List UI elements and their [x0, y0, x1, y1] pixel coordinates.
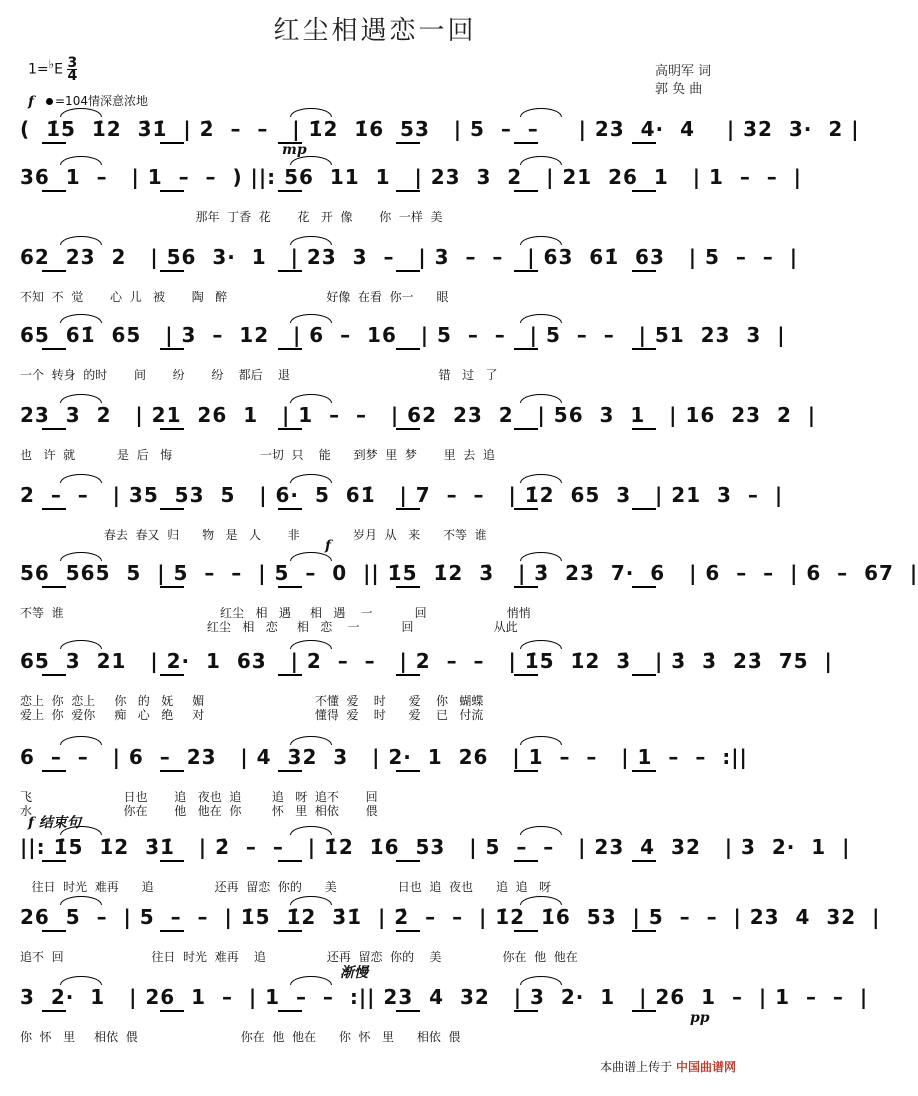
beam-underline	[278, 674, 302, 676]
beam-underline	[160, 508, 184, 510]
lyric-line-2: 水 你在 他 他在 你 怀 里 相依 偎	[20, 804, 378, 818]
beam-underline	[514, 860, 538, 862]
beam-underline	[42, 348, 66, 350]
beam-underline	[278, 270, 302, 272]
beam-underline	[514, 190, 538, 192]
beam-underline	[632, 1010, 656, 1012]
beam-underline	[42, 508, 66, 510]
slur-arc	[520, 108, 562, 117]
beam-underline	[632, 930, 656, 932]
beam-underline	[514, 930, 538, 932]
beam-underline	[160, 428, 184, 430]
beam-underline	[278, 586, 302, 588]
beam-underline	[42, 770, 66, 772]
beam-underline	[396, 586, 420, 588]
time-num: 3	[67, 55, 78, 72]
beam-underline	[514, 508, 538, 510]
beam-underline	[396, 508, 420, 510]
beam-underline	[632, 428, 656, 430]
beam-underline	[396, 860, 420, 862]
beam-underline	[396, 190, 420, 192]
score-notes: 26 5 – | 5 – – | 1̇5 1̇2 3̇1̇ | 2̇ – – | 1̇2 1̇6 53 | 5 – – | 23 4 32 |	[20, 905, 881, 929]
beam-underline	[42, 270, 66, 272]
beam-underline	[160, 586, 184, 588]
beam-underline	[278, 428, 302, 430]
lyric-line-2: 红尘 相 恋 相 恋 一 回 从此	[20, 620, 518, 634]
beam-underline	[632, 190, 656, 192]
beam-underline	[278, 770, 302, 772]
key-signature	[28, 55, 78, 85]
slur-arc	[60, 108, 102, 117]
beam-underline	[160, 190, 184, 192]
score-notes: 2 – – | 35 53 5 | 6· 5 61̇ | 7 – – | 1̇2 65 3 | 21 3 – |	[20, 483, 784, 507]
footer	[600, 1058, 736, 1075]
beam-underline	[278, 348, 302, 350]
beam-underline	[42, 428, 66, 430]
beam-underline	[396, 348, 420, 350]
beam-underline	[160, 770, 184, 772]
lyric-line-1: 那年 丁香 花 花 开 像 你 一样 美	[20, 210, 443, 224]
score-notes: 65 3 21 | 2· 1 63 | 2 – – | 2 – – | 1̇5 1̇2 3̇ | 3̇ 3̇ 23̇ 75 |	[20, 649, 833, 673]
beam-underline	[160, 270, 184, 272]
beam-underline	[632, 674, 656, 676]
beam-underline	[42, 586, 66, 588]
time-signature	[67, 55, 78, 85]
lyric-line-1: 不等 谁 红尘 相 遇 相 遇 一 回 悄悄	[20, 606, 531, 620]
site-logo: 中国曲谱网	[675, 1060, 736, 1074]
lyric-line-1: 飞 日也 追 夜也 追 追 呀 追不 回	[20, 790, 378, 804]
beam-underline	[160, 142, 184, 144]
beam-underline	[514, 428, 538, 430]
beam-underline	[632, 142, 656, 144]
dynamic-marking: mp	[282, 142, 307, 158]
footer-text: 本曲谱上传于	[600, 1060, 673, 1074]
score-notes: 23 3 2 | 21 26 1 | 1 – – | 62 23 2 | 56 3 1 | 16 23 2 |	[20, 403, 817, 427]
composer-credit: 郭 奂 曲	[655, 82, 703, 97]
pp-dynamic: pp	[690, 1010, 710, 1026]
tempo-marking	[46, 92, 148, 109]
lyric-line-1: 不知 不 觉 心 儿 被 陶 醉 好像 在看 你一 眼	[20, 290, 449, 304]
lyric-line-1: 往日 时光 难再 追 还再 留恋 你的 美 日也 追 夜也 追 追 呀	[20, 880, 552, 894]
beam-underline	[632, 770, 656, 772]
beam-underline	[278, 930, 302, 932]
lyric-line-1: 你 怀 里 相依 偎 你在 他 他在 你 怀 里 相依 偎	[20, 1030, 461, 1044]
beam-underline	[42, 190, 66, 192]
beam-underline	[160, 860, 184, 862]
key-letter: E	[54, 61, 63, 78]
lyric-line-1: 恋上 你 恋上 你 的 妩 媚 不懂 爱 时 爱 你 蝴蝶	[20, 694, 484, 708]
beam-underline	[160, 348, 184, 350]
lyricist-credit: 高明军 词	[655, 64, 712, 79]
tempo-text: =104情深意浓地	[55, 94, 148, 108]
beam-underline	[396, 930, 420, 932]
beam-underline	[514, 270, 538, 272]
beam-underline	[396, 270, 420, 272]
beam-underline	[514, 770, 538, 772]
beam-underline	[514, 674, 538, 676]
beam-underline	[514, 348, 538, 350]
lyric-line-1: 也 许 就 是 后 悔 一切 只 能 到梦 里 梦 里 去 追	[20, 448, 495, 462]
lyric-line-1: 一个 转身 的时 间 纷 纷 都后 退 错 过 了	[20, 368, 498, 382]
beam-underline	[396, 428, 420, 430]
beam-underline	[514, 142, 538, 144]
slur-arc	[290, 108, 332, 117]
dynamic-marking: f 结束句	[28, 815, 81, 831]
dynamic-marking: f	[28, 94, 35, 110]
beam-underline	[278, 1010, 302, 1012]
score-notes: 36 1 – | 1 – – ) ||: 56 11 1 | 23 3 2 | 21 26 1 | 1 – – |	[20, 165, 802, 189]
beam-underline	[514, 1010, 538, 1012]
beam-underline	[632, 586, 656, 588]
flat-sign: ♭	[48, 57, 55, 71]
beam-underline	[514, 586, 538, 588]
beam-underline	[42, 142, 66, 144]
score-notes: 3 2· 1 | 26 1 – | 1 – – :|| 23 4 32 | 3 2· 1 | 26 1 – | 1 – – |	[20, 985, 869, 1009]
score-row	[20, 965, 869, 1096]
score-notes: 56 565 5 | 5 – – | 5 – 0 || 1̇5 1̇2 3̇ | 3̇ 23̇ 7· 6 | 6 – – | 6 – 67 |	[20, 561, 918, 585]
beam-underline	[632, 508, 656, 510]
beam-underline	[632, 860, 656, 862]
dynamic-marking: f	[325, 538, 332, 554]
score-notes: ( 1̇5 1̇2 3̇1̇ | 2̇ – – | 1̇2 1̇6 53 | 5 – – | 23 4· 4 | 32 3· 2 |	[20, 117, 860, 141]
beam-underline	[160, 930, 184, 932]
beam-underline	[396, 1010, 420, 1012]
time-den: 4	[67, 68, 78, 85]
score-notes: 6 – – | 6 – 23 | 4 32 3 | 2· 1 26 | 1 – – | 1 – – :||	[20, 745, 748, 769]
beam-underline	[160, 674, 184, 676]
beam-underline	[42, 860, 66, 862]
beam-underline	[396, 674, 420, 676]
beam-underline	[396, 142, 420, 144]
beam-underline	[396, 770, 420, 772]
dynamic-marking: 渐慢	[340, 965, 368, 981]
beam-underline	[42, 930, 66, 932]
beam-underline	[160, 1010, 184, 1012]
beam-underline	[632, 270, 656, 272]
beam-underline	[278, 508, 302, 510]
lyric-line-1: 春去 春又 归 物 是 人 非 岁月 从 来 不等 谁	[20, 528, 487, 542]
lyric-line-2: 爱上 你 爱你 痴 心 绝 对 懂得 爱 时 爱 已 付流	[20, 708, 484, 722]
beam-underline	[278, 860, 302, 862]
key-prefix: 1=	[28, 61, 49, 78]
beam-underline	[278, 190, 302, 192]
score-notes: 62 23 2 | 56 3· 1 | 23 3 – | 3 – – | 63 61̇ 63 | 5 – – |	[20, 245, 799, 269]
beam-underline	[632, 348, 656, 350]
score-notes: ||: 1̇5 1̇2 3̇1̇ | 2̇ – – | 1̇2 1̇6 53 | 5 – – | 23 4 32 | 3 2· 1 |	[20, 835, 851, 859]
beam-underline	[42, 674, 66, 676]
lyric-line-1: 追不 回 往日 时光 难再 追 还再 留恋 你的 美 你在 他 他在	[20, 950, 578, 964]
beam-underline	[42, 1010, 66, 1012]
page-title: 红尘相遇恋一回	[273, 16, 477, 46]
score-notes: 65 61̇ 65 | 3 – 12 | 6 – 16 | 5 – – | 5 – – | 51 23 3 |	[20, 323, 786, 347]
quarter-note-icon	[46, 98, 53, 105]
